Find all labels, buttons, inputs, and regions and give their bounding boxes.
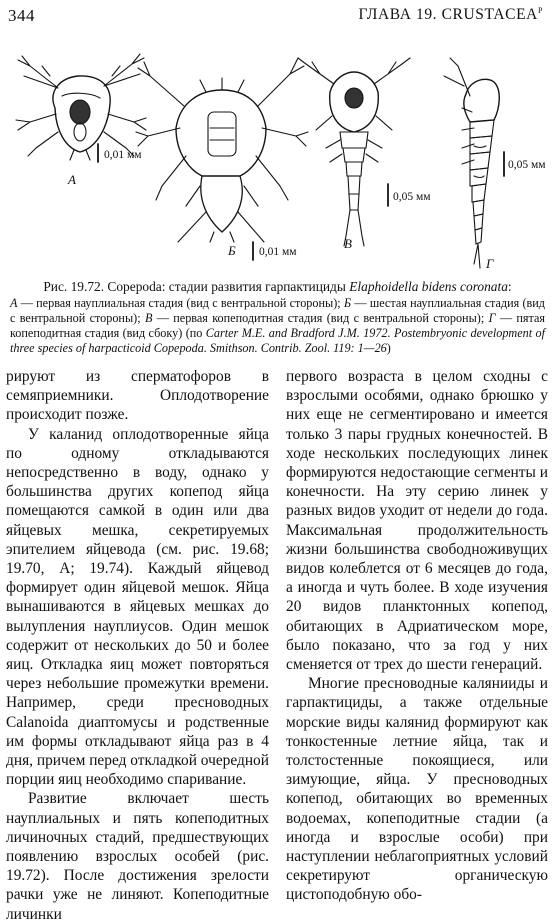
panel-letter-a: А xyxy=(68,172,76,187)
running-head-text: ГЛАВА 19. CRUSTACEA xyxy=(358,6,538,24)
page-header xyxy=(0,6,555,34)
paragraph-left: У каланид оплодотворенные яйца по одному откладываются непосредственно в воду, однако у большинства других копепод яйца помещаются самкой в один или два яйцевых мешка, секретируемых эпителием яйцевода (см. рис. 19.68; 19.70, А; 19.74). Каждый яйцевод формирует один яйцевой мешок. Яйца вынашиваются в яйцевых мешках до вылупления науплиусов. Один мешок содержит от нескольких до 50 и более яиц. Откладка яиц может повторяться через небольшие промежутки времени. Например, среди пресноводных Calanoida диаптомусы и родственные им формы откладывают яйца раз в 4 дня, причем перед откладкой очередной порции яиц необходимо спаривание. xyxy=(6,425,269,789)
panel-letter-g: Г xyxy=(486,256,494,271)
scale-label-b: 0,01 мм xyxy=(259,246,297,258)
caption-run: В xyxy=(144,311,153,325)
caption-title-text: Рис. 19.72. Copepoda: стадии развития гарпактициды xyxy=(43,279,350,294)
running-head xyxy=(358,6,543,24)
caption-run: А xyxy=(10,296,18,310)
drawing-b-nauplius-6 xyxy=(136,58,308,242)
scale-label-a: 0,01 мм xyxy=(104,149,142,161)
figure-caption xyxy=(10,279,545,356)
caption-title xyxy=(10,279,545,294)
paragraph-right: первого возраста в целом сходны с взрослыми особями, однако брюшко у них еще не сегментировано и имеется только 3 пары грудных конечностей. В ходе нескольких последующих линек формируются недостающие сегменты и конечности. На эту серию линек у разных видов уходит от недели до года. Максимальная продолжительность жизни большинства свободноживущих видов колеблется от 6 месяцев до года, а иногда и чуть более. В ходе изучения 20 видов планктонных копепод, обитающих в Адриатическом море, было показано, что за год у них сменяется от трех до шести генераций. xyxy=(286,368,548,674)
drawing-g-copepodid-5 xyxy=(444,58,499,268)
panel-letter-v: В xyxy=(344,236,352,251)
caption-run: — шестая науплиальная стадия (вид с вентральной стороны); xyxy=(10,296,546,325)
caption-species: Elaphoidella bidens coronata xyxy=(349,279,508,294)
running-head-superscript: P xyxy=(537,6,543,15)
caption-run: Carter M.E. and Bradford J.M. 1972. Postembryonic development of three species of harpacticoid Copepoda. Smithson. Contrib. Zool. 119: 1—26 xyxy=(10,326,546,355)
scale-label-g: 0,05 мм xyxy=(508,159,546,171)
paragraph-left: рируют из сперматофоров в семяприемники. Оплодотворение происходит позже. xyxy=(6,368,269,424)
page-number: 344 xyxy=(8,6,35,25)
caption-run: Б xyxy=(343,296,352,310)
panel-letter-b: Б xyxy=(228,243,236,258)
text-column-right xyxy=(286,367,548,905)
caption-run: ) xyxy=(386,341,391,355)
caption-run: — первая копеподитная стадия (вид с вентральной стороны); xyxy=(152,311,489,325)
caption-run: — первая науплиальная стадия (вид с вентральной стороны); xyxy=(17,296,344,310)
drawing-v-copepodid-1 xyxy=(298,58,410,246)
caption-run: Г xyxy=(488,311,496,325)
paragraph-left: Развитие включает шесть науплиальных и пять копеподитных личиночных стадий, предшествующих появлению взрослых особей (рис. 19.72). После достижения зрелости рачки уже не линяют. Копеподитные личинки xyxy=(6,790,269,923)
text-column-left xyxy=(6,367,269,924)
caption-title-colon: : xyxy=(507,279,512,294)
drawing-a-nauplius-1 xyxy=(16,54,146,160)
caption-run: — пятая копеподитная стадия (вид сбоку) (по xyxy=(10,311,545,340)
scale-label-v: 0,05 мм xyxy=(393,191,431,203)
paragraph-right: Многие пресноводные калянииды и гарпактициды, а также отдельные морские виды калянид формируют как тонкостенные летние яйца, так и толстостенные покоящиеся, или зимующие, яйца. У пресноводных копепод, обитающих во временных водоемах, копеподитные стадии (а иногда и взрослые особи) при наступлении неблагоприятных условий секретируют органическую цистоподобную обо- xyxy=(286,675,548,904)
figure-19-72 xyxy=(0,36,555,272)
copepoda-drawings xyxy=(0,36,555,272)
caption-body xyxy=(10,296,545,355)
